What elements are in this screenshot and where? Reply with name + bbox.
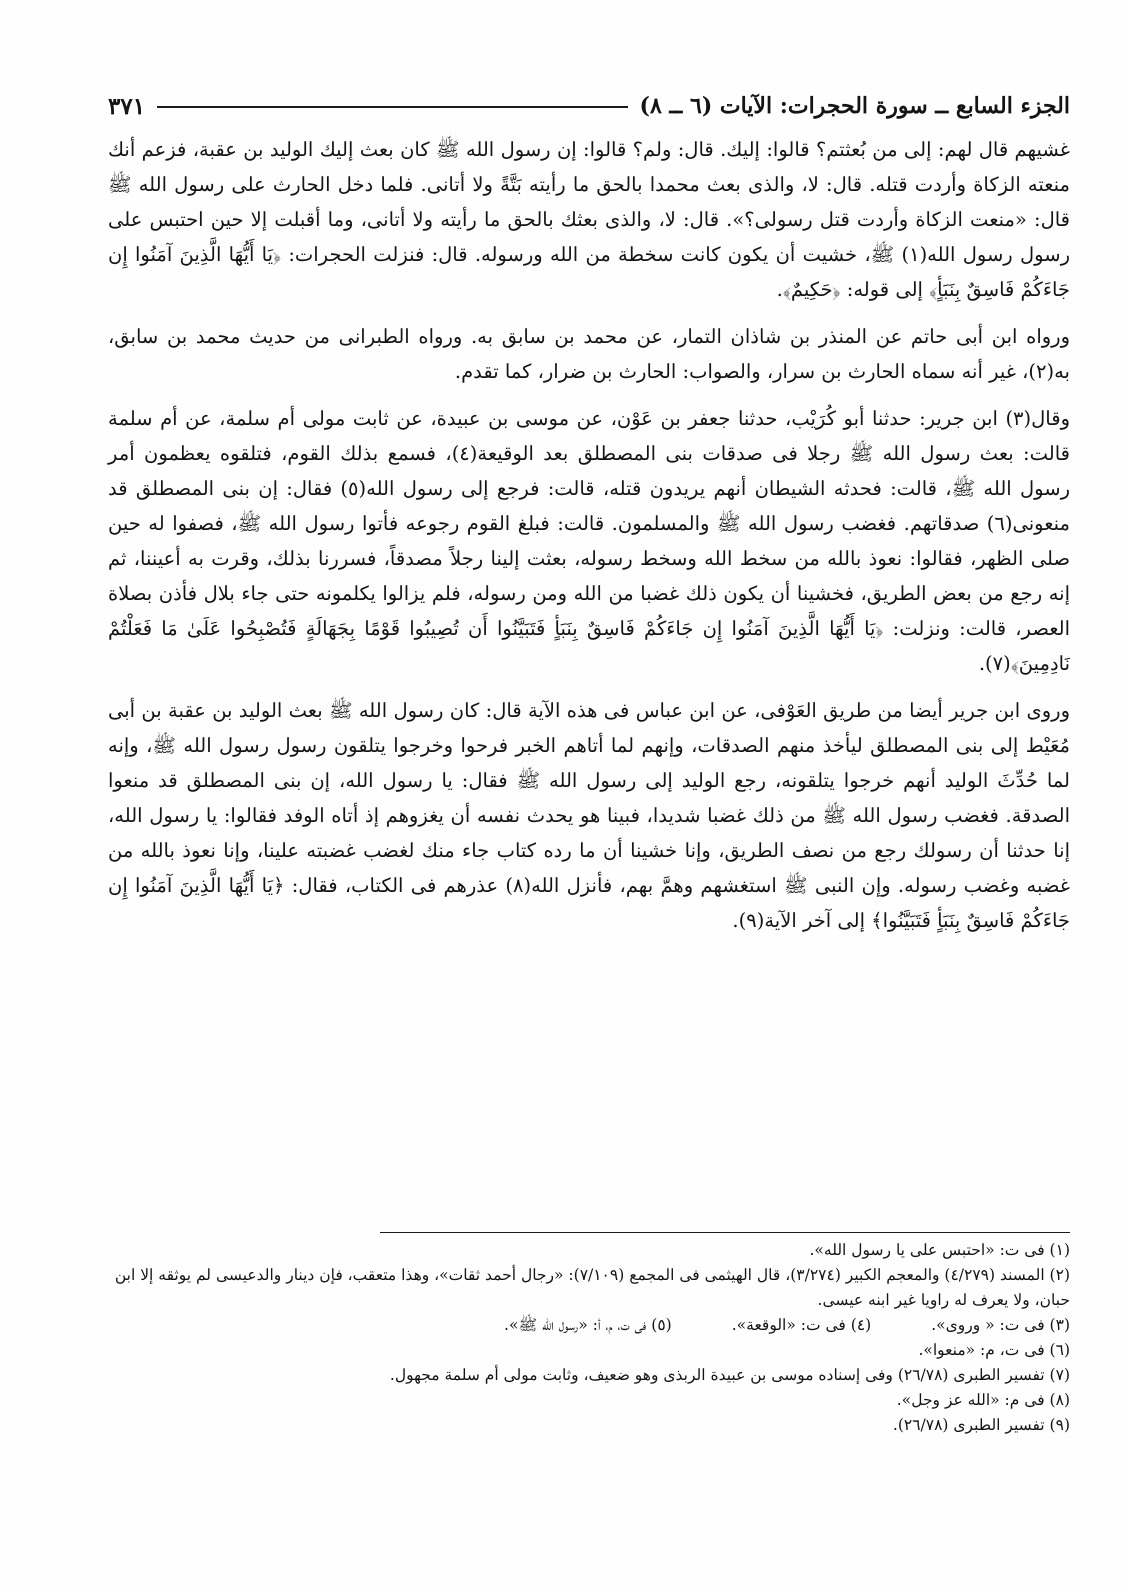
running-title: الجزء السابع ــ سورة الحجرات: الآيات (٦ ــ ٨) xyxy=(639,93,1070,119)
footnote-5: (٥) فى ت، م، أ: «رسول الله ﷺ». xyxy=(504,1316,672,1334)
paragraph-2: ورواه ابن أبى حاتم عن المنذر بن شاذان التمار، عن محمد بن سابق به. ورواه الطبرانى من حديث محمد بن سابق، به(٢)، غير أنه سماه الحارث بن سرار، والصواب: الحارث بن ضرار، كما تقدم. xyxy=(108,325,1070,383)
running-header xyxy=(108,86,1070,126)
footnote-1: (١) فى ت: «احتبس على يا رسول الله». xyxy=(809,1241,1070,1259)
main-text xyxy=(108,132,1070,950)
footnote-separator xyxy=(380,1232,1070,1233)
footnote-8: (٨) فى م: «الله عز وجل». xyxy=(896,1391,1070,1409)
header-rule xyxy=(157,106,627,108)
footnote-row-3-5 xyxy=(108,1313,1070,1338)
footnote-9: (٩) تفسير الطبرى (٢٦/٧٨). xyxy=(892,1416,1070,1434)
footnotes xyxy=(108,1238,1070,1438)
footnote-6: (٦) فى ت، م: «منعوا». xyxy=(918,1341,1070,1359)
paragraph-1: غشيهم قال لهم: إلى من بُعثتم؟ قالوا: إليك. قال: ولم؟ قالوا: إن رسول الله ﷺ كان بعث إليك الوليد بن عقبة، فزعم أنك منعته الزكاة وأردت قتله. قال: لا، والذى بعث محمدا بالحق ما رأيته بَتَّةً ولا أتانى. فلما دخل الحارث على رسول الله ﷺ قال: «منعت الزكاة وأردت قتل رسولى؟». قال: لا، والذى بعثك بالحق ما رأيته ولا أتانى، وما أقبلت إلا حين احتبس على رسول رسول الله(١) ﷺ، خشيت أن يكون كانت سخطة من الله ورسوله. قال: فنزلت الحجرات: ﴿يَا أَيُّهَا الَّذِينَ آمَنُوا إِن جَاءَكُمْ فَاسِقٌ بِنَبَأٍ﴾ إلى قوله: ﴿حَكِيمٌ﴾. xyxy=(108,138,1070,301)
paragraph-4: وروى ابن جرير أيضا من طريق العَوْفى، عن ابن عباس فى هذه الآية قال: كان رسول الله ﷺ بعث الوليد بن عقبة بن أبى مُعَيْط إلى بنى المصطلق ليأخذ منهم الصدقات، وإنهم لما أتاهم الخبر فرحوا وخرجوا يتلقون رسول رسول الله ﷺ، وإنه لما حُدِّثَ الوليد أنهم خرجوا يتلقونه، رجع الوليد إلى رسول الله ﷺ فقال: يا رسول الله، إن بنى المصطلق قد منعوا الصدقة. فغضب رسول الله ﷺ من ذلك غضبا شديدا، فبينا هو يحدث نفسه أن يغزوهم إذ أتاه الوفد فقالوا: يا رسول الله، إنا حدثنا أن رسولك رجع من نصف الطريق، وإنا خشينا أن ما رده كتاب جاء منك لغضب غضبته علينا، وإنا نعوذ بالله من غضبه وغضب رسوله. وإن النبى ﷺ استغشهم وهمَّ بهم، فأنزل الله(٨) عذرهم فى الكتاب، فقال: ﴿يَا أَيُّهَا الَّذِينَ آمَنُوا إِن جَاءَكُمْ فَاسِقٌ بِنَبَأٍ فَتَبَيَّنُوا﴾ إلى آخر الآية(٩). xyxy=(108,699,1070,932)
footnote-4: (٤) فى ت: «الوقعة». xyxy=(731,1316,872,1334)
paragraph-3: وقال(٣) ابن جرير: حدثنا أبو كُرَيْب، حدثنا جعفر بن عَوْن، عن موسى بن عبيدة، عن ثابت مولى أم سلمة، عن أم سلمة قالت: بعث رسول الله ﷺ رجلا فى صدقات بنى المصطلق بعد الوقيعة(٤)، فسمع بذلك القوم، فتلقوه يعظمون أمر رسول الله ﷺ، قالت: فحدثه الشيطان أنهم يريدون قتله، قالت: فرجع إلى رسول الله(٥) فقال: إن بنى المصطلق قد منعونى(٦) صدقاتهم. فغضب رسول الله ﷺ والمسلمون. قالت: فبلغ القوم رجوعه فأتوا رسول الله ﷺ، فصفوا له حين صلى الظهر، فقالوا: نعوذ بالله من سخط الله وسخط رسوله، بعثت إلينا رجلاً مصدقاً، فسررنا بذلك، وقرت به أعيننا، ثم إنه رجع من بعض الطريق، فخشينا أن يكون ذلك غضبا من الله ومن رسوله، فلم يزالوا يكلمونه حتى جاء بلال فأذن بصلاة العصر، قالت: ونزلت: ﴿يَا أَيُّهَا الَّذِينَ آمَنُوا إِن جَاءَكُمْ فَاسِقٌ بِنَبَأٍ فَتَبَيَّنُوا أَن تُصِيبُوا قَوْمًا بِجَهَالَةٍ فَتُصْبِحُوا عَلَىٰ مَا فَعَلْتُمْ نَادِمِينَ﴾(٧). xyxy=(108,407,1070,675)
footnote-3: (٣) فى ت: « وروى». xyxy=(931,1316,1070,1334)
footnote-7: (٧) تفسير الطبرى (٢٦/٧٨) وفى إسناده موسى بن عبيدة الربذى وهو ضعيف، وثابت مولى أم سلمة مجهول. xyxy=(389,1366,1070,1384)
page-number: ٣٧١ xyxy=(108,92,146,120)
footnote-2: (٢) المسند (٤/٢٧٩) والمعجم الكبير (٣/٢٧٤)، قال الهيثمى فى المجمع (٧/١٠٩): «رجال أحمد ثقات»، وهذا متعقب، فإن دينار والدعيسى لم يوثقه إلا ابن حبان، ولا يعرف له راويا غير ابنه عيسى. xyxy=(114,1266,1070,1309)
